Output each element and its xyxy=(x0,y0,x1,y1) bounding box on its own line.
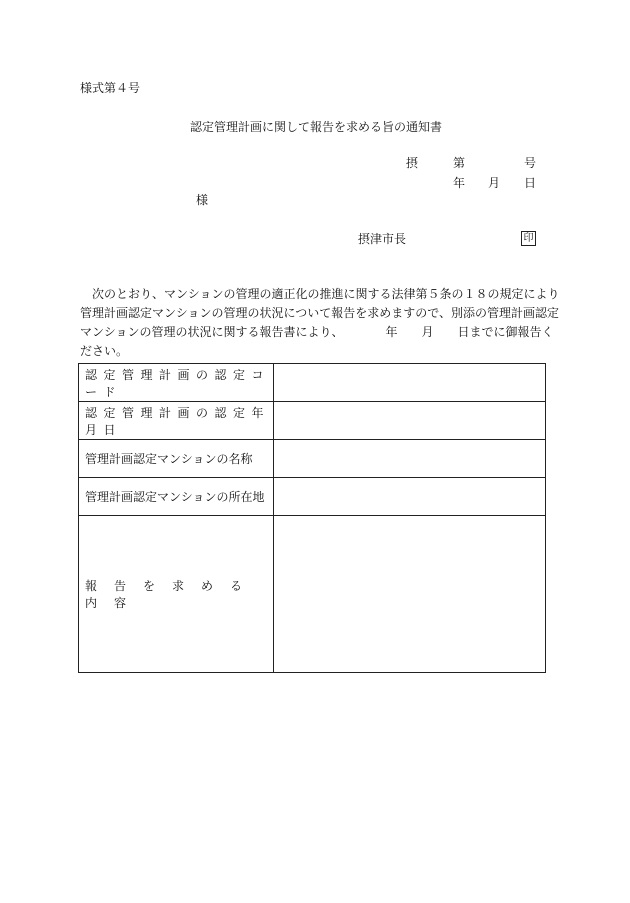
recipient-suffix: 様 xyxy=(196,193,209,207)
label-mansion-name: 管理計画認定マンションの名称 xyxy=(79,440,274,478)
label-mansion-address: 管理計画認定マンションの所在地 xyxy=(79,478,274,516)
seal-mark: 印 xyxy=(521,231,536,246)
value-mansion-address xyxy=(274,478,546,516)
reference-dai: 第 xyxy=(453,156,466,170)
table-row xyxy=(79,402,546,440)
table-row xyxy=(79,478,546,516)
reference-prefix: 摂 xyxy=(406,156,419,170)
table-row xyxy=(79,364,546,402)
table-row xyxy=(79,440,546,478)
value-mansion-name xyxy=(274,440,546,478)
label-certification-date: 認定管理計画の認定年月日 xyxy=(79,402,274,440)
document-title: 認定管理計画に関して報告を求める旨の通知書 xyxy=(190,120,443,134)
date-day-label: 日 xyxy=(524,176,537,190)
notice-body-line: 次のとおり、マンションの管理の適正化の推進に関する法律第５条の１８の規定により xyxy=(80,287,560,301)
label-certification-code: 認定管理計画の認定コード xyxy=(79,364,274,402)
notice-body-line: マンションの管理の状況に関する報告書により、 年 月 日までに御報告く xyxy=(80,325,554,339)
date-year-label: 年 xyxy=(453,176,466,190)
notice-body-line: ださい。 xyxy=(80,344,129,358)
value-report-content xyxy=(274,516,546,673)
reference-go: 号 xyxy=(524,156,537,170)
label-report-content: 報告を求める内容 xyxy=(79,516,274,673)
form-number: 様式第４号 xyxy=(80,81,141,95)
table-row xyxy=(79,516,546,673)
notice-body-line: 管理計画認定マンションの管理の状況について報告を求めますので、別添の管理計画認定 xyxy=(80,306,559,320)
value-certification-date xyxy=(274,402,546,440)
issuer-name: 摂津市長 xyxy=(358,232,407,246)
date-month-label: 月 xyxy=(488,176,501,190)
notice-body xyxy=(80,285,560,361)
report-table xyxy=(78,363,546,673)
value-certification-code xyxy=(274,364,546,402)
